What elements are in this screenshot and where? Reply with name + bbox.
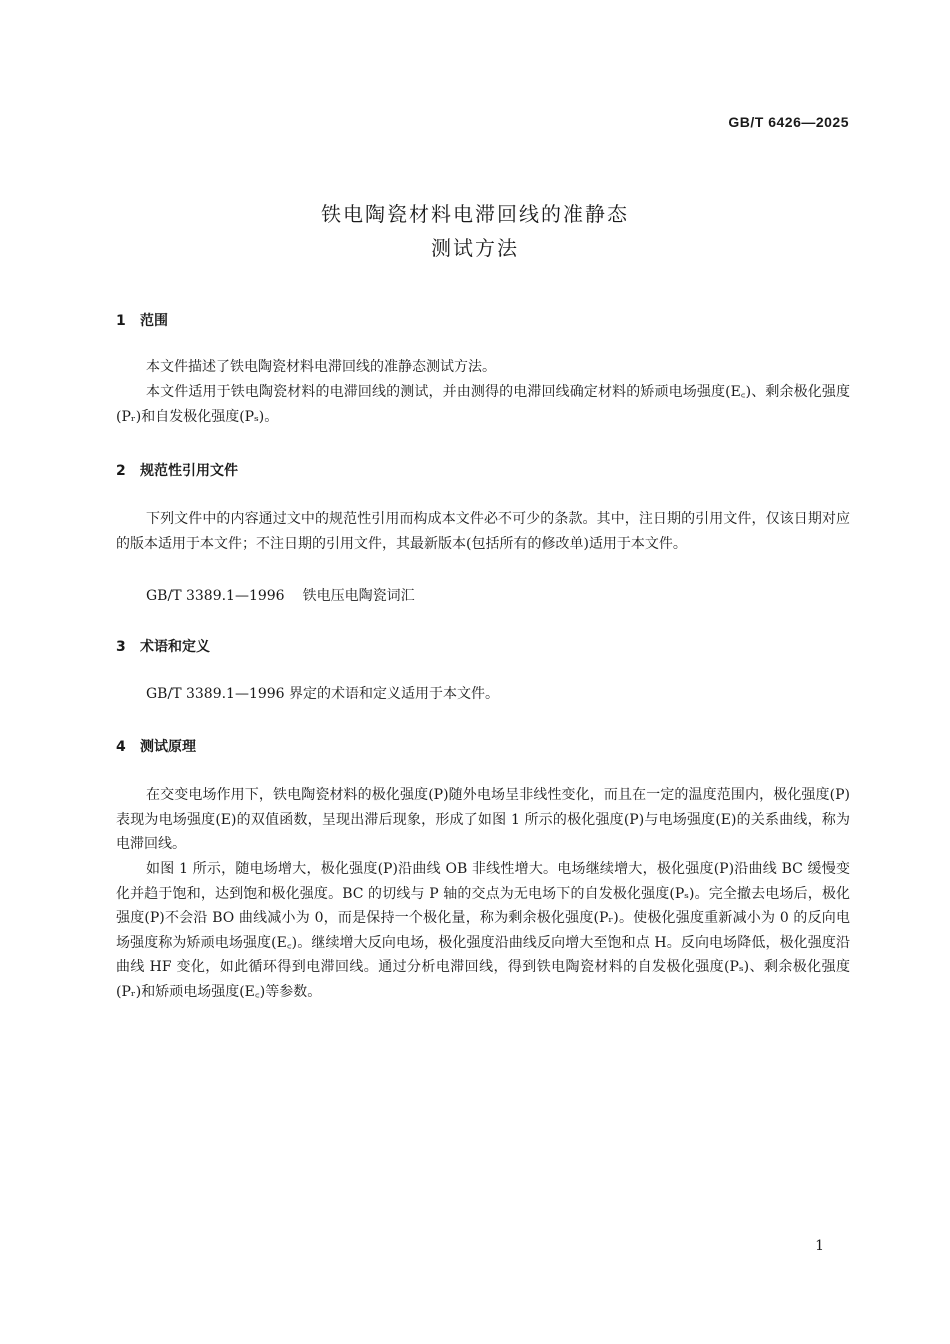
section-title: 范围	[140, 313, 168, 329]
normative-reference	[146, 585, 415, 605]
section-1-paragraph-2: 本文件适用于铁电陶瓷材料的电滞回线的测试，并由测得的电滞回线确定材料的矫顽电场强度(E꜀)、剩余极化强度(Pᵣ)和自发极化强度(Pₛ)。	[116, 384, 850, 425]
section-1-heading	[116, 310, 168, 330]
section-4-paragraph-2: 如图 1 所示，随电场增大，极化强度(P)沿曲线 OB 非线性增大。电场继续增大，极化强度(P)沿曲线 BC 缓慢变化并趋于饱和，达到饱和极化强度。BC 的切线与 P 轴的交点为无电场下的自发极化强度(Pₛ)。完全撤去电场后，极化强度(P)不会沿 BO 曲线减小为 0，而是保持一个极化量，称为剩余极化强度(Pᵣ)。使极化强度重新减小为 0 的反向电场强度称为矫顽电场强度(E꜀)。继续增大反向电场，极化强度沿曲线反向增大至饱和点 H。反向电场降低，极化强度沿曲线 HF 变化，如此循环得到电滞回线。通过分析电滞回线，得到铁电陶瓷材料的自发极化强度(Pₛ)、剩余极化强度(Pᵣ)和矫顽电场强度(E꜀)等参数。	[116, 861, 850, 1000]
section-3-heading	[116, 636, 210, 656]
document-title-line1: 铁电陶瓷材料电滞回线的准静态	[321, 202, 629, 226]
section-title: 规范性引用文件	[140, 463, 238, 479]
section-4-paragraph-1: 在交变电场作用下，铁电陶瓷材料的极化强度(P)随外电场呈非线性变化，而且在一定的温度范围内，极化强度(P)表现为电场强度(E)的双值函数，呈现出滞后现象，形成了如图 1 所示的极化强度(P)与电场强度(E)的关系曲线，称为电滞回线。	[116, 787, 850, 852]
section-2-heading	[116, 460, 238, 480]
section-number: 2	[116, 463, 126, 479]
document-title-line2: 测试方法	[431, 236, 519, 260]
section-title: 术语和定义	[140, 639, 210, 655]
section-4-heading	[116, 736, 196, 756]
section-3-paragraph-1: GB/T 3389.1—1996 界定的术语和定义适用于本文件。	[146, 686, 500, 702]
section-number: 4	[116, 739, 126, 755]
page-number: 1	[815, 1238, 824, 1254]
reference-code: GB/T 3389.1—1996	[146, 588, 285, 604]
reference-title: 铁电压电陶瓷词汇	[302, 588, 415, 604]
section-2-paragraph-1: 下列文件中的内容通过文中的规范性引用而构成本文件必不可少的条款。其中，注日期的引用文件，仅该日期对应的版本适用于本文件；不注日期的引用文件，其最新版本(包括所有的修改单)适用于本文件。	[116, 511, 850, 552]
section-1-paragraph-1: 本文件描述了铁电陶瓷材料电滞回线的准静态测试方法。	[146, 359, 496, 375]
standard-code: GB/T 6426—2025	[728, 114, 849, 130]
section-number: 1	[116, 313, 126, 329]
section-number: 3	[116, 639, 126, 655]
section-title: 测试原理	[140, 739, 196, 755]
